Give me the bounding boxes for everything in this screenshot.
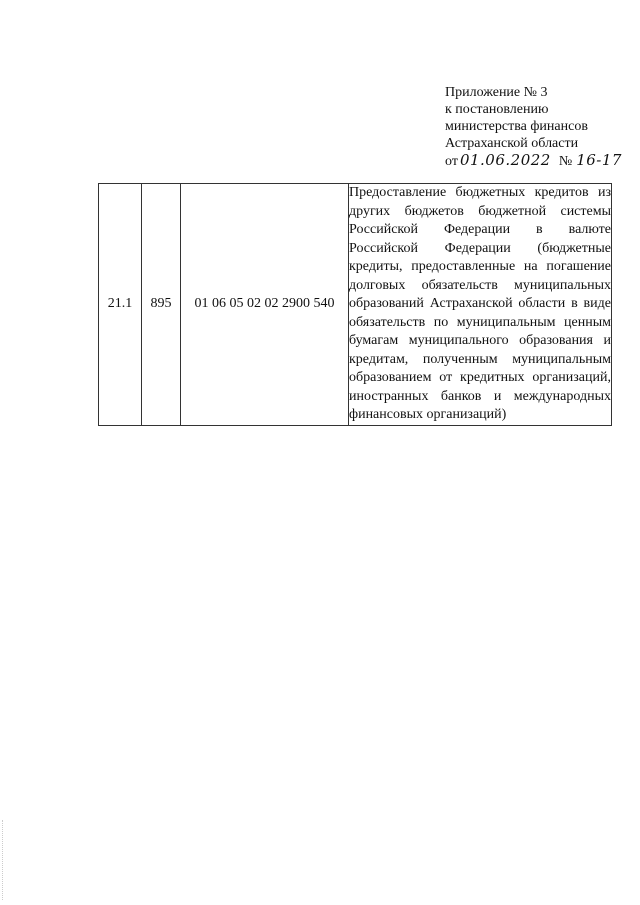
appendix-line-region: Астраханской области — [445, 136, 579, 151]
row-description: Предоставление бюджетных кредитов из других бюджетов бюджетной системы Российской Федерации в валюте Российской Федерации (бюджетные кредиты, предоставленные на погашение долговых обязательств муниципальных образований Астраханской области в виде обязательств по муниципальным ценным бумагам муниципального образования и кредитам, полученным муниципальным образованием от кредитных организаций, иностранных банков и международных финансовых организаций) — [349, 184, 612, 426]
handwritten-number: 16-17 — [576, 151, 622, 169]
budget-sources-table — [98, 183, 612, 426]
row-number: 21.1 — [99, 184, 142, 426]
appendix-line-resolution: к постановлению — [445, 102, 549, 117]
appendix-header — [445, 84, 622, 170]
scan-edge-mark — [2, 820, 4, 900]
appendix-title: Приложение № 3 — [445, 85, 548, 100]
number-prefix: № — [558, 154, 573, 169]
table-row — [99, 184, 612, 426]
handwritten-date: 01.06.2022 — [459, 151, 551, 169]
appendix-date-line — [445, 152, 622, 170]
kbk-code: 01 06 05 02 02 2900 540 — [181, 184, 349, 426]
date-prefix: от — [445, 154, 458, 169]
appendix-line-ministry: министерства финансов — [445, 119, 588, 134]
admin-code: 895 — [142, 184, 181, 426]
